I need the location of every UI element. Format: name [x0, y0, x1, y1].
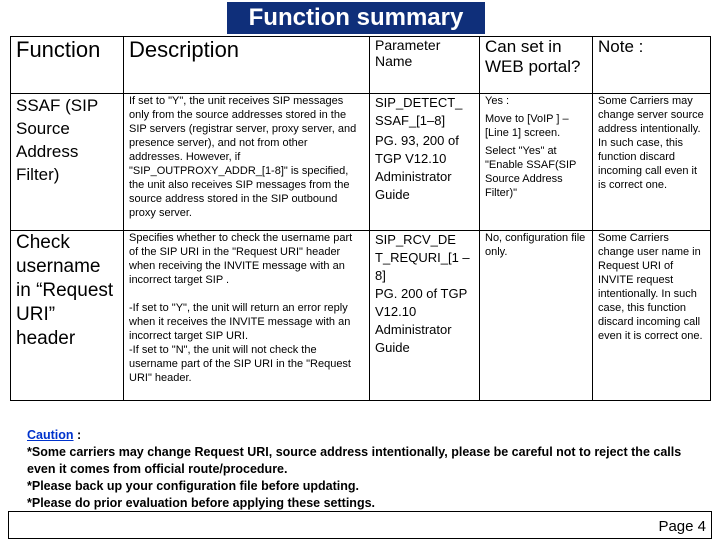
caution-line: *Please do prior evaluation before applying these settings. — [27, 496, 376, 510]
header-description: Description — [124, 37, 370, 94]
header-parameter-name: Parameter Name — [370, 37, 480, 94]
parameter-name: SIP_DETECT_ SSAF_[1–8] — [375, 95, 463, 128]
description-paragraph: -If set to "N", the unit will not check the username part of the SIP URI in the "Request URI" header. — [129, 344, 351, 384]
description-cell: If set to "Y", the unit receives SIP messages only from the source addresses stored in the SIP servers (registrar server, proxy server, and presence server), and not from other addresses. However, if "SIP_OUTPROXY_ADDR_[1-8]" is specified, the unit also receives SIP messages from the source address stored in the SIP outbound proxy server. — [124, 94, 370, 231]
parameter-reference: PG. 93, 200 of TGP V12.10 Administrator Guide — [375, 133, 459, 202]
description-cell — [124, 231, 370, 401]
header-note: Note : — [593, 37, 711, 94]
table-header-row — [11, 37, 711, 94]
caution-line: *Some carriers may change Request URI, source address intentionally, please be careful not to reject the calls even it comes from official route/procedure. — [27, 445, 682, 476]
web-portal-answer: Yes : — [485, 95, 510, 107]
page-number: Page 4 — [658, 518, 706, 535]
table-row — [11, 94, 711, 231]
web-portal-step: Move to [VoIP ] – [Line 1] screen. — [485, 113, 569, 139]
footer-frame — [8, 511, 712, 539]
caution-colon: : — [73, 428, 82, 442]
parameter-cell — [370, 94, 480, 231]
web-portal-cell — [480, 231, 593, 401]
header-web-portal: Can set in WEB portal? — [480, 37, 593, 94]
parameter-cell — [370, 231, 480, 401]
web-portal-answer: No, configuration file only. — [485, 232, 586, 258]
function-summary-table — [10, 36, 711, 401]
web-portal-cell — [480, 94, 593, 231]
function-cell: SSAF (SIP Source Address Filter) — [11, 94, 124, 231]
caution-line: *Please back up your configuration file before updating. — [27, 479, 359, 493]
parameter-name: SIP_RCV_DE T_REQURI_[1 –8] — [375, 232, 470, 283]
function-cell: Check username in “Request URI” header — [11, 231, 124, 401]
note-cell: Some Carriers may change server source address intentionally. In such case, this function discard incoming call even it is correct one. — [593, 94, 711, 231]
note-cell: Some Carriers change user name in Request URI of INVITE request intentionally. In such case, this function discard incoming call even it is correct one. — [593, 231, 711, 401]
page-title: Function summary — [227, 2, 485, 34]
table-row — [11, 231, 711, 401]
parameter-reference: PG. 200 of TGP V12.10 Administrator Guide — [375, 286, 468, 355]
description-paragraph: Specifies whether to check the username part of the SIP URI in the "Request URI" header when receiving the INVITE message with an incorrect target SIP . — [129, 232, 353, 286]
web-portal-step: Select "Yes" at "Enable SSAF(SIP Source Address Filter)" — [485, 145, 577, 199]
description-paragraph: -If set to "Y", the unit will return an error reply when it receives the INVITE message with an incorrect target SIP URI. — [129, 302, 351, 342]
caution-label: Caution — [27, 428, 74, 442]
caution-block — [27, 427, 707, 512]
header-function: Function — [11, 37, 124, 94]
